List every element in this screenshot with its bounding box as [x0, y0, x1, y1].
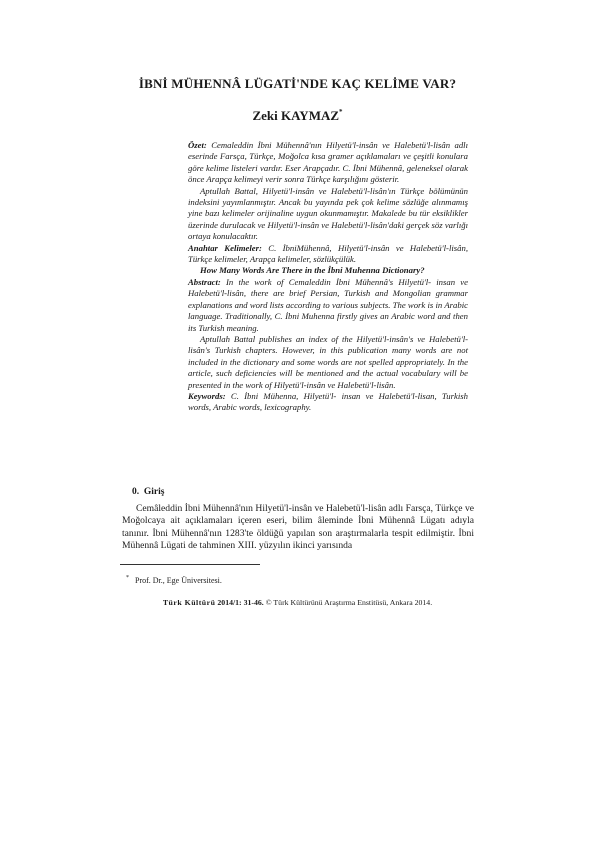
footnote [126, 575, 222, 585]
journal-name: Türk Kültürü [162, 598, 216, 607]
anahtar-label: Anahtar Kelimeler: [188, 242, 262, 253]
body-paragraph: Cemâleddin İbni Mühennâ'nın Hilyetü'l-insân ve Halebetü'l-lisân adlı Farsça, Türkçe ve Moğolcaya ait açıklamaları içeren eseri, bilim âleminde İbni Mühennâ Lügatı adıyla tanınır. İbni Mühennâ'nın 1283'te öldüğü yapılan son araştırmalarla tespit edilmiştir. İbni Mühennâ Lügati de tahminen XIII. yüzyılın ikinci yarısında [122, 503, 474, 552]
author-name-text: Zeki KAYMAZ [252, 108, 340, 123]
abstract-block [188, 140, 468, 414]
article-title: İBNİ MÜHENNÂ LÜGATİ'NDE KAÇ KELİME VAR? [138, 76, 457, 91]
ozet-text-1: Cemaleddin İbni Mühennâ'nın Hilyetü'l-insân ve Halebetü'l-lisân adlı eserinde Farsça, Türkçe, Moğolca kısa gramer açıklamaları ve çeşitli konulara göre kelime listeleri vardır. Eser Arapçadır. C. İbni Mühennâ, geleneksel olarak önce Arapça kelimeyi verir sonra Türkçe karşılığını gösterir. [188, 140, 468, 185]
ozet-paragraph [188, 140, 468, 186]
keywords-text: C. İbni Mühenna, Hilyetü'l- insan ve Halebetü'l-lisan, Turkish words, Arabic words, lexicography. [188, 390, 468, 413]
abstract-paragraph [188, 277, 468, 334]
anahtar-paragraph [188, 243, 468, 266]
page-footer [0, 598, 595, 607]
ozet-paragraph-2: Aptullah Battal, Hilyetü'l-insân ve Halebetü'l-lisân'ın Türkçe bölümünün indeksini yayımlanmıştır. Ancak bu yayında pek çok kelime sözlüğe alınmamış yine bazı kelimeler orijinaline uygun okunmamıştır. Makalede bu tür eksiklikler üzerinde durulacak ve Hilyetü'l-insân ve Halebetü'l-lisân'daki gerçek söz varlığı ortaya konulacaktır. [188, 185, 468, 242]
section-number: 0. [132, 487, 140, 497]
author-name [0, 108, 595, 124]
journal-issue: 2014/1: 31-46. [217, 598, 264, 607]
abstract-label: Abstract: [188, 276, 221, 287]
footnote-mark: * [126, 575, 129, 581]
abstract-text-1: In the work of Cemaleddin İbni Mühennâ's Hilyetü'l- insan ve Halebetü'l-lisân, there are brief Persian, Turkish and Mongolian grammar explanations and word lists according to various subjects. The work is in Arabic language. Traditionally, C. İbni Muhenna firstly gives an Arabic word and then its Turkish meaning. [188, 276, 468, 333]
keywords-paragraph [188, 391, 468, 414]
keywords-label: Keywords: [188, 390, 226, 401]
author-footnote-mark: * [339, 108, 343, 116]
footer-copyright: © Türk Kültürünü Araştırma Enstitüsü, Ankara 2014. [265, 598, 433, 607]
footnote-rule [120, 564, 260, 565]
ozet-label: Özet: [188, 140, 207, 150]
english-title: How Many Words Are There in the İbni Muhenna Dictionary? [200, 265, 425, 276]
footnote-text: Prof. Dr., Ege Üniversitesi. [135, 576, 222, 585]
section-title: Giriş [143, 487, 165, 497]
anahtar-text: C. İbniMühennâ, Hilyetü'l-insân ve Halebetü'l-lisân, Türkçe kelimeler, Arapça kelimeler, sözlükçülük. [188, 242, 469, 265]
abstract-paragraph-2: Aptullah Battal publishes an index of the Hilyetü'l-insân's ve Halebetü'l-lisân's Turkish chapters. However, in this publication many words are not included in the dictionary and some words are not spelled appropriately. In the article, such deficiencies will be mentioned and the actual vocabulary will be presented in the work of Hilyetü'l-insân ve Halebetü'l-lisân. [188, 333, 468, 390]
section-heading [132, 487, 164, 497]
